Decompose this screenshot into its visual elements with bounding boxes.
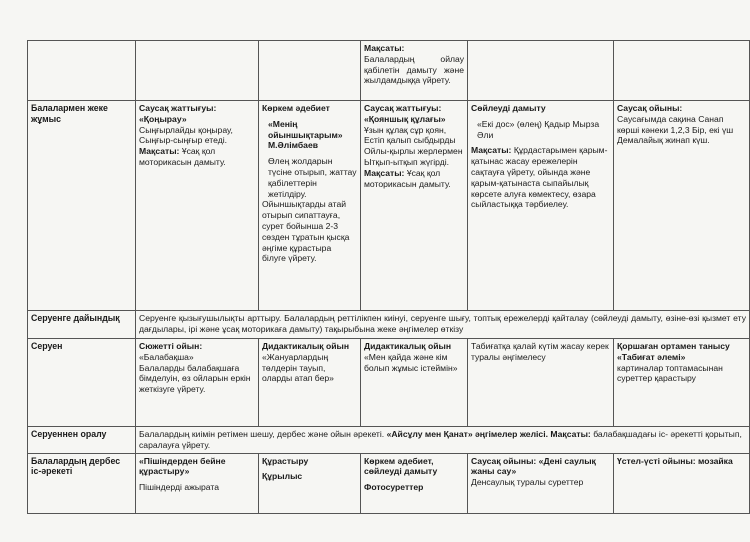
work-title: «Екі дос» (өлең) Қадыр Мырза Әли (477, 118, 600, 140)
cell-bold-text: «Айсұлу мен Қанат» әңгімелер желісі. Мақсаты: (386, 429, 591, 439)
table-row (28, 453, 750, 513)
cell-title: Көркем әдебиет, сөйлеуді дамыту (364, 455, 438, 477)
cell-title: Көркем әдебиет (262, 103, 330, 113)
cell-title: Сөйлеуді дамыту (471, 103, 546, 113)
table-row (28, 427, 750, 454)
cell-text: Сыңғырлайды қоңырау, Сыңғыр-сыңғыр етеді. (139, 124, 233, 146)
cell-text: Өлең жолдарын түсіне отырып, жаттау қабілеттерін жетілдіру. (268, 156, 357, 199)
table-row (28, 101, 750, 311)
table-cell (136, 41, 259, 101)
work-title: «Менің ойыншықтарым» М.Әлімбаев (268, 118, 343, 151)
table-cell (614, 453, 750, 513)
table-cell (468, 339, 614, 427)
cell-text: Ойыншықтарды атай отырып сипаттауға, сурет бойынша 2-3 сөзден тұратын қысқа әңгіме құрастыра білуге үйрету. (262, 199, 350, 264)
cell-title: Қоршаған ортамен танысу (617, 341, 730, 351)
table-cell (468, 41, 614, 101)
cell-text: Пішіндерді ажырата (139, 482, 220, 493)
table-cell (28, 41, 136, 101)
cell-title: Саусақ жаттығуы: «Қоңырау» (139, 103, 217, 124)
table-cell (614, 41, 750, 101)
cell-text: Серуенге қызығушылықты арттыру. Балалардың реттілікпен киінуі, серуенге шығу, топтық ережелерді қайталау (сөйлеуді дамыту, өзіне-өзі қызмет ету дағдылары, ірі және ұсақ моторикаға дамыту) тақырыбына жеке әңгімелер өткізу (139, 313, 746, 334)
table-cell (136, 101, 259, 311)
cell-text: Балаларды балабақшаға бімделуін, өз ойларын еркін жеткізуге үйрету. (139, 362, 251, 395)
table-row (28, 339, 750, 427)
cell-title: Құрастыру (262, 455, 309, 466)
cell-title: «Пішіндерден бейне құрастыру» (139, 455, 226, 477)
cell-title: Саусақ ойыны: (617, 103, 683, 113)
cell-text: «Жануарлардың төлдерін тауып, оларды атап бер» (262, 351, 334, 384)
table-cell (468, 101, 614, 311)
table-row (28, 41, 750, 101)
table-cell (361, 339, 468, 427)
cell-title: Дидактикалық ойын (364, 341, 452, 351)
cell-text: балабақшадағы іс- әрекетті қорытып, саралауға үйрету. (139, 429, 742, 450)
table-row (28, 311, 750, 339)
goal-label: Мақсаты: (139, 146, 180, 157)
game-name: «Табиғат әлемі» (617, 351, 686, 362)
table-cell (361, 453, 468, 513)
cell-text: Саусағымда сақина Санап көрші кәнеки 1,2,3 Бір, екі үш Демалайық жинап күш. (617, 113, 734, 146)
cell-title: Саусақ ойыны: «Дені саулық жаны сау» (471, 455, 596, 477)
table-cell (361, 41, 468, 101)
table-cell (136, 427, 750, 454)
table-cell (136, 453, 259, 513)
goal-text: Балалардың ойлау қабілетін дамыту және жылдамдыққа үйрету. (364, 53, 464, 86)
cell-title: Саусақ жаттығуы: «Қояншық құлағы» (364, 103, 446, 124)
row-label: Серуеннен оралу (28, 427, 136, 454)
cell-text: Құрылыс (262, 471, 303, 482)
cell-text: Ұзын құлақ сұр қоян, Естіп қалып сыбдырды Ойлы-қырлы жерлермен Ытқып-ытқып жүгірді. (364, 124, 463, 167)
table-cell (259, 41, 361, 101)
row-label: Серуен (28, 339, 136, 427)
goal-text: Ұсақ қол моторикасын дамыту. (364, 167, 451, 189)
goal-label: Мақсаты: (364, 167, 405, 178)
table-cell (468, 453, 614, 513)
table-cell (259, 339, 361, 427)
goal-text: Құрдастарымен қарым-қатынас жасау ережелерін сақтауға үйрету, ойында және қарым-қатынаста сыпайылық көрсете алуға көмектесу, өзара сыйластыққа тәрбиелеу. (471, 145, 608, 210)
table-cell (259, 101, 361, 311)
table-cell (136, 339, 259, 427)
goal-text: Ұсақ қол моторикасын дамыту. (139, 146, 226, 167)
row-label: Серуенге дайындық (28, 311, 136, 339)
goal-label: Мақсаты: (471, 145, 512, 156)
weekly-plan-table (27, 40, 750, 514)
table-cell (361, 101, 468, 311)
cell-title: Дидактикалық ойын (262, 341, 350, 351)
cell-text: Денсаулық туралы суреттер (471, 477, 584, 488)
cell-text: Балалардың киімін ретімен шешу, дербес және ойын әрекеті. (139, 429, 385, 439)
cell-title: Үстел-үсті ойыны: мозайка (617, 455, 733, 466)
cell-text: Табиғатқа қалай күтім жасау керек туралы әңгімелесу (471, 341, 609, 362)
game-name: «Балабақша» (139, 351, 194, 362)
cell-text: «Мен қайда және кім болып жұмыс істеймін» (364, 351, 458, 373)
table-cell (614, 339, 750, 427)
table-cell (136, 311, 750, 339)
cell-text: Фотосуреттер (364, 482, 424, 493)
row-label: Балалармен жеке жұмыс (28, 101, 136, 311)
row-label: Балалардың дербес іс-әрекеті (28, 453, 136, 513)
goal-label: Мақсаты: (364, 43, 405, 53)
table-cell (614, 101, 750, 311)
cell-text: картиналар топтамасынан суреттер қарастыру (617, 362, 723, 384)
table-cell (259, 453, 361, 513)
cell-title: Сюжетті ойын: (139, 341, 203, 351)
